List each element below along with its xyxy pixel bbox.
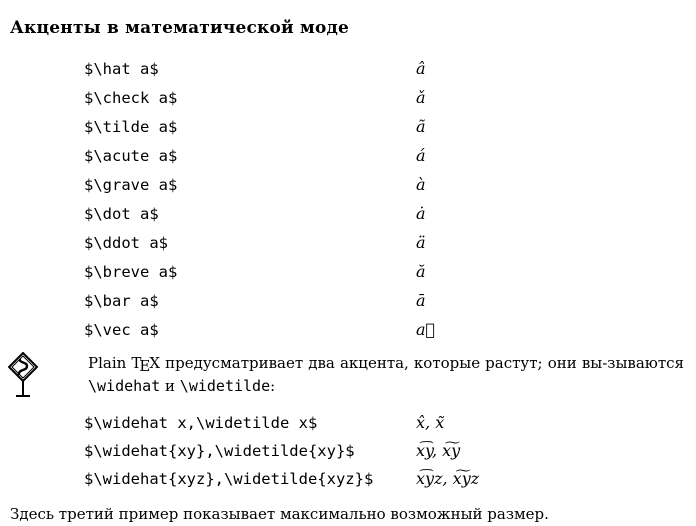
wide-example-row (0, 440, 696, 464)
accent-row (0, 290, 696, 314)
info-paragraph (88, 352, 684, 398)
dangerous-bend-icon (8, 352, 38, 398)
accent-code: $\vec a$ (84, 321, 159, 339)
accent-code: $\dot a$ (84, 205, 159, 223)
accent-row (0, 319, 696, 343)
section-heading: Акценты в математической моде (10, 18, 350, 38)
accent-code: $\bar a$ (84, 292, 159, 310)
wide-example-row (0, 412, 696, 436)
paragraph-text: предусматривает два акцента, которые растут; они вы-зываются (160, 354, 684, 372)
accent-result: ä (416, 233, 426, 252)
accent-row (0, 203, 696, 227)
accent-result: ȧ (416, 204, 426, 223)
wide-example-row (0, 468, 696, 492)
command-widehat: \widehat (88, 377, 161, 395)
accent-row (0, 116, 696, 140)
wide-example-result: x̂, x̃ (416, 413, 445, 432)
accent-row (0, 87, 696, 111)
accent-code: $\hat a$ (84, 60, 159, 78)
accent-result: a⃗ (416, 320, 436, 339)
accent-code: $\breve a$ (84, 263, 178, 281)
accent-row (0, 174, 696, 198)
wide-example-code: $\widehat x,\widetilde x$ (84, 414, 318, 432)
paragraph-conj: и (160, 377, 180, 395)
accent-row (0, 261, 696, 285)
accent-result: ã (416, 117, 426, 136)
accent-result: à (416, 175, 426, 194)
paragraph-prefix: Plain T (88, 354, 142, 372)
wide-example-result: x͡yz, x͠yz (416, 469, 480, 488)
accent-code: $\tilde a$ (84, 118, 178, 136)
accent-row (0, 58, 696, 82)
accent-code: $\check a$ (84, 89, 178, 107)
paragraph-end: : (270, 377, 276, 395)
accent-result: ā (416, 291, 426, 310)
accent-code: $\ddot a$ (84, 234, 168, 252)
accent-row (0, 232, 696, 256)
wide-example-code: $\widehat{xy},\widetilde{xy}$ (84, 442, 355, 460)
accent-code: $\acute a$ (84, 147, 178, 165)
accent-result: ǎ (416, 88, 426, 107)
command-widetilde: \widetilde (179, 377, 271, 395)
tex-logo-x: X (149, 354, 161, 372)
accent-result: á (416, 146, 426, 165)
accent-result: ă (416, 262, 426, 281)
accent-result: â (416, 59, 426, 78)
accent-row (0, 145, 696, 169)
accent-code: $\grave a$ (84, 176, 178, 194)
footer-note: Здесь третий пример показывает максимально возможный размер. (10, 505, 549, 523)
wide-example-code: $\widehat{xyz},\widetilde{xyz}$ (84, 470, 374, 488)
wide-example-result: x͡y, x͠y (416, 441, 461, 460)
tex-logo-e: E (139, 357, 151, 375)
